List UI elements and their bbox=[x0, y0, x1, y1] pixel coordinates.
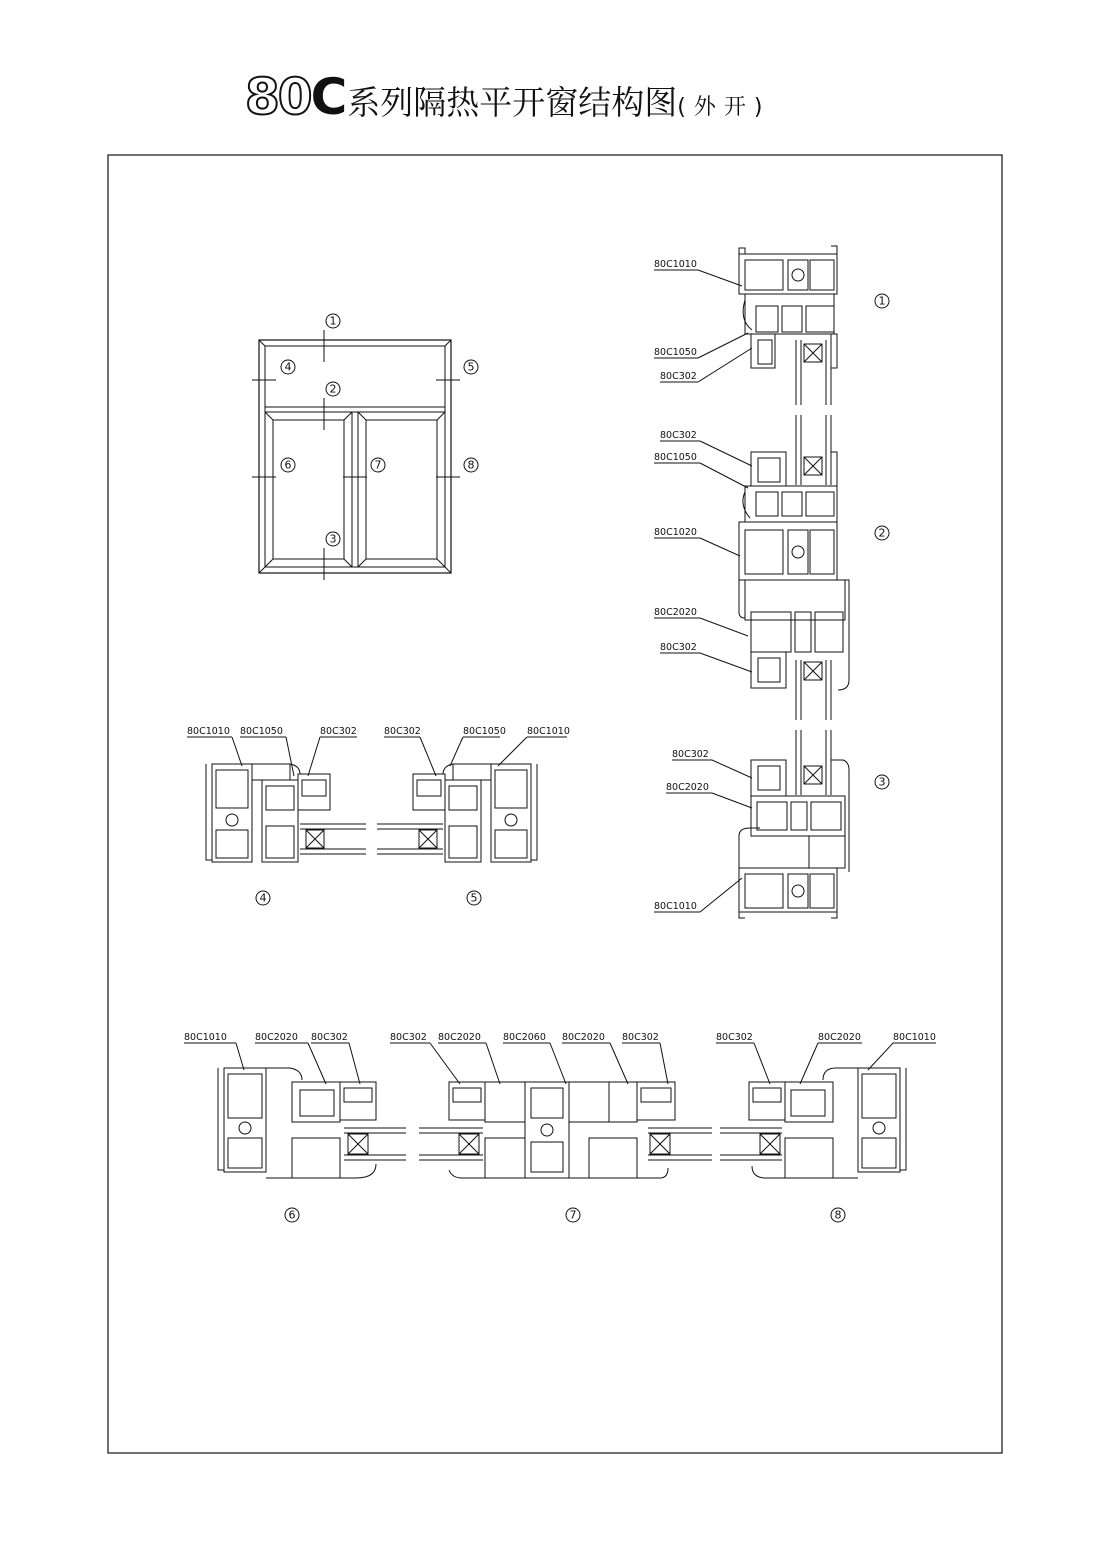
s3-label-2: 80C1010 bbox=[654, 901, 697, 912]
s5-label-2: 80C1010 bbox=[527, 726, 570, 737]
s2-label-4: 80C302 bbox=[660, 642, 697, 653]
section-marker-6 bbox=[285, 1208, 299, 1222]
section-5 bbox=[377, 726, 570, 905]
s8-label-1: 80C2020 bbox=[818, 1032, 861, 1043]
section-marker-2 bbox=[875, 526, 889, 540]
section-4 bbox=[187, 726, 366, 905]
s7-label-4: 80C302 bbox=[622, 1032, 659, 1043]
elevation-marker-4 bbox=[281, 360, 295, 374]
elevation-marker-2 bbox=[326, 382, 340, 396]
title-text: 系列隔热平开窗结构图 bbox=[347, 83, 678, 122]
s2-label-3: 80C2020 bbox=[654, 607, 697, 618]
s5-label-0: 80C302 bbox=[384, 726, 421, 737]
s7-label-1: 80C2020 bbox=[438, 1032, 481, 1043]
s4-label-0: 80C1010 bbox=[187, 726, 230, 737]
s3-label-1: 80C2020 bbox=[666, 782, 709, 793]
elevation-marker-8 bbox=[464, 458, 478, 472]
svg-text:1: 1 bbox=[329, 314, 337, 328]
elevation-marker-6 bbox=[281, 458, 295, 472]
svg-text:4: 4 bbox=[259, 891, 267, 905]
elevation-marker-5 bbox=[464, 360, 478, 374]
s1-label-0: 80C1010 bbox=[654, 259, 697, 270]
section-8 bbox=[716, 1032, 936, 1222]
elevation-marker-7 bbox=[371, 458, 385, 472]
section-1 bbox=[654, 246, 889, 405]
svg-text:6: 6 bbox=[288, 1208, 296, 1222]
section-3 bbox=[654, 730, 889, 918]
s3-label-0: 80C302 bbox=[672, 749, 709, 760]
s6-label-2: 80C302 bbox=[311, 1032, 348, 1043]
s7-label-2: 80C2060 bbox=[503, 1032, 546, 1043]
section-marker-4 bbox=[256, 891, 270, 905]
s2-label-2: 80C1020 bbox=[654, 527, 697, 538]
svg-text:3: 3 bbox=[878, 775, 886, 789]
s8-label-2: 80C1010 bbox=[893, 1032, 936, 1043]
section-7 bbox=[390, 1032, 712, 1222]
s1-label-2: 80C302 bbox=[660, 371, 697, 382]
window-elevation bbox=[252, 314, 478, 580]
svg-text:3: 3 bbox=[329, 532, 337, 546]
s8-label-0: 80C302 bbox=[716, 1032, 753, 1043]
elevation-marker-3 bbox=[326, 532, 340, 546]
section-marker-5 bbox=[467, 891, 481, 905]
sheet-border bbox=[108, 155, 1002, 1453]
title-series-number: 80 bbox=[245, 68, 311, 126]
elevation-marker-1 bbox=[326, 314, 340, 328]
s1-label-1: 80C1050 bbox=[654, 347, 697, 358]
section-marker-8 bbox=[831, 1208, 845, 1222]
s5-label-1: 80C1050 bbox=[463, 726, 506, 737]
title-series-letter: C bbox=[310, 68, 348, 126]
s6-label-1: 80C2020 bbox=[255, 1032, 298, 1043]
s7-label-3: 80C2020 bbox=[562, 1032, 605, 1043]
svg-text:7: 7 bbox=[569, 1208, 577, 1222]
section-marker-1 bbox=[875, 294, 889, 308]
section-marker-3 bbox=[875, 775, 889, 789]
svg-text:2: 2 bbox=[878, 526, 886, 540]
s2-label-0: 80C302 bbox=[660, 430, 697, 441]
s4-label-1: 80C1050 bbox=[240, 726, 283, 737]
section-marker-7 bbox=[566, 1208, 580, 1222]
section-6 bbox=[184, 1032, 406, 1222]
svg-text:4: 4 bbox=[284, 360, 292, 374]
s2-label-1: 80C1050 bbox=[654, 452, 697, 463]
section-2 bbox=[654, 415, 889, 720]
title-subtitle: (外开) bbox=[677, 95, 771, 120]
svg-text:5: 5 bbox=[470, 891, 478, 905]
svg-text:1: 1 bbox=[878, 294, 886, 308]
svg-text:2: 2 bbox=[329, 382, 337, 396]
svg-text:6: 6 bbox=[284, 458, 292, 472]
svg-text:5: 5 bbox=[467, 360, 475, 374]
svg-text:8: 8 bbox=[467, 458, 475, 472]
s7-label-0: 80C302 bbox=[390, 1032, 427, 1043]
s4-label-2: 80C302 bbox=[320, 726, 357, 737]
svg-text:7: 7 bbox=[374, 458, 382, 472]
svg-text:8: 8 bbox=[834, 1208, 842, 1222]
s6-label-0: 80C1010 bbox=[184, 1032, 227, 1043]
